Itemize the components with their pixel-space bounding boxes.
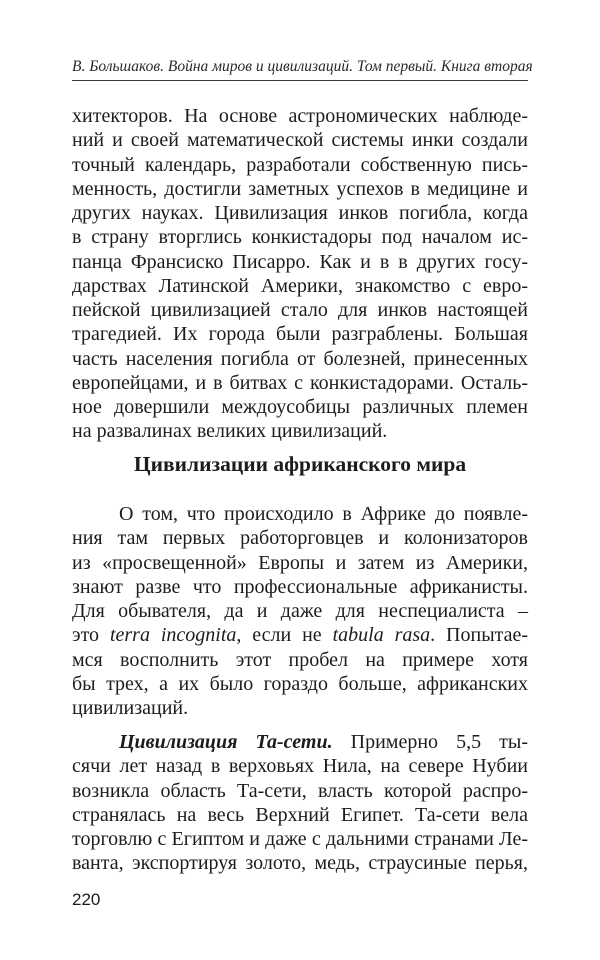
paragraph-ta-seti [72, 730, 528, 876]
text-line: европейцами, и в битвах с конкистадорами. Осталь- [72, 371, 528, 394]
text-line: цивилизаций. [72, 697, 189, 719]
text-line: трагедией. Их города были разграблены. Большая [72, 323, 528, 346]
text-fragment: это [72, 624, 110, 647]
section-heading: Цивилизации африканского мира [133, 452, 467, 476]
run-in-title: Цивилизация Та-сети. [119, 731, 333, 753]
text-line: других науках. Цивилизация инков погибла, когда [72, 202, 528, 224]
text-line-with-italics [72, 623, 528, 647]
text-line: точный календарь, разработали собственную пись- [72, 153, 528, 176]
italic-term-tabula-rasa: tabula rasa [332, 624, 431, 647]
text-line: ния там первых работорговцев и колонизаторов [72, 527, 528, 550]
header-rule [72, 80, 528, 81]
text-line: из «просвещенной» Европы и затем из Америки, [72, 551, 528, 574]
text-line: знают разве что профессиональные африканисты. [72, 575, 528, 598]
text-line: ное довершили междоусобицы различных племен [72, 396, 528, 418]
text-line: панца Франсиско Писарро. Как и в в других госу- [72, 250, 528, 273]
text-line: на развалинах великих цивилизаций. [72, 420, 388, 443]
paragraph-africa-intro [72, 502, 528, 720]
text-line: О том, что происходило в Африке до появле- [119, 503, 528, 525]
text-line: Для обывателя, да и даже для неспециалиста – [72, 600, 528, 622]
text-fragment: , если не [236, 624, 333, 647]
text-line: ний и своей математической системы инки создали [72, 129, 528, 152]
page-number: 220 [72, 890, 101, 909]
text-line: мся восполнить этот пробел на примере хотя [72, 648, 528, 671]
text-line: менность, достигли заметных успехов в медицине и [72, 177, 528, 200]
italic-term-terra-incognita: terra incognita [109, 624, 237, 647]
text-line: сячи лет назад в верховьях Нила, на севере Нубии [72, 755, 528, 778]
text-line: странялась на весь Верхний Египет. Та-сети вела [72, 803, 528, 826]
text-line: дарствах Латинской Америки, знакомство с евро- [72, 274, 528, 297]
running-header: В. Большаков. Война миров и цивилизаций. Том первый. Книга вторая [72, 58, 533, 75]
text-line: часть населения погибла от болезней, принесенных [72, 347, 528, 370]
text-line-with-run-in-title [72, 730, 528, 754]
text-line: возникла область Та-сети, власть которой распро- [72, 779, 528, 802]
text-fragment: . Попытае- [430, 624, 529, 647]
text-line: ванта, экспортируя золото, медь, страусиные перья, [72, 852, 528, 875]
text-line: бы трех, а их было гораздо больше, африканских [72, 672, 528, 695]
text-line: пейской цивилизацией стало для инков настоящей [72, 299, 528, 321]
text-line: хитекторов. На основе астрономических наблюде- [72, 105, 528, 127]
text-fragment: Примерно 5,5 ты- [332, 731, 528, 753]
text-line: в страну вторглись конкистадоры под началом ис- [72, 226, 528, 249]
paragraph-inca [72, 104, 528, 444]
text-line: торговлю с Египтом и даже с дальними странами Ле- [72, 828, 528, 850]
